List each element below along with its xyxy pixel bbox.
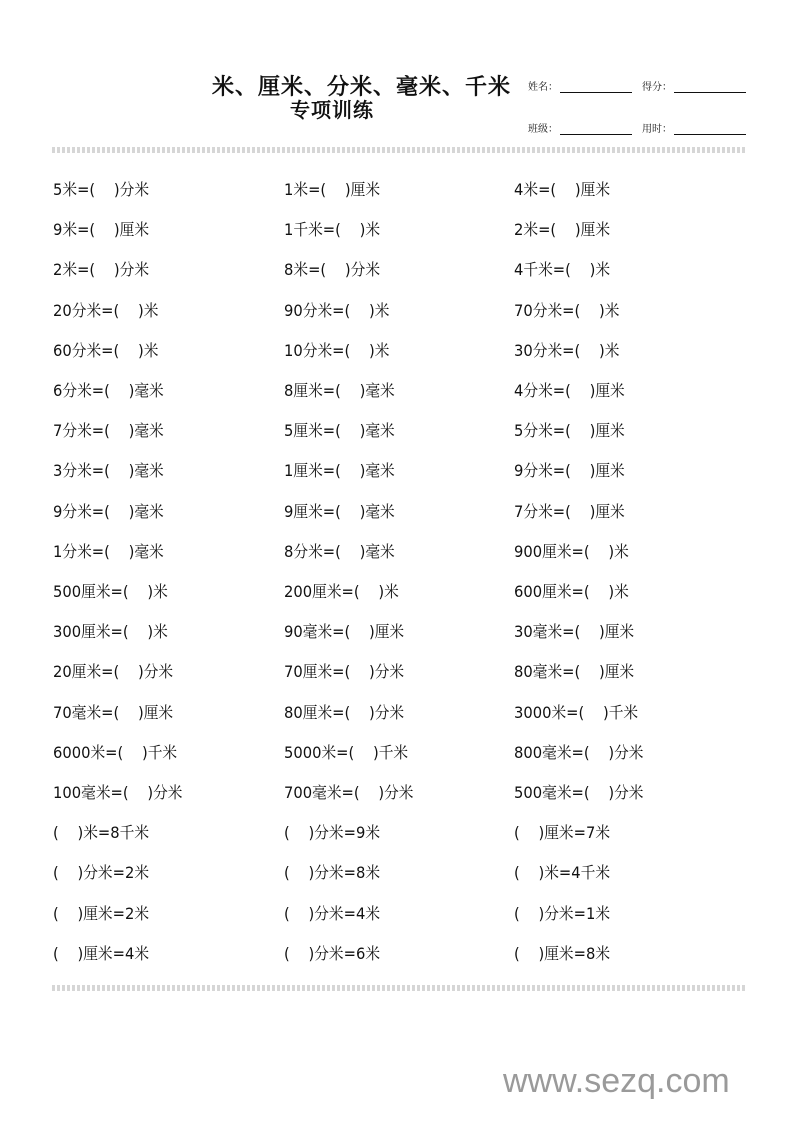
problem-item[interactable]: 1米=( )厘米 [284, 180, 381, 199]
problem-item[interactable]: 8米=( )分米 [284, 260, 381, 280]
problem-item[interactable]: 9厘米=( )毫米 [284, 501, 395, 521]
problem-item[interactable]: 600厘米=( )米 [514, 582, 629, 601]
problem-item[interactable]: 5000米=( )千米 [284, 742, 409, 762]
problem-item[interactable]: 90分米=( )米 [284, 300, 390, 320]
problem-item[interactable]: 9分米=( )毫米 [53, 501, 164, 521]
problem-item[interactable]: 9分米=( )厘米 [514, 461, 625, 481]
problem-item[interactable]: 1厘米=( )毫米 [284, 461, 395, 481]
problem-item[interactable]: 10分米=( )米 [284, 340, 390, 360]
problem-item[interactable]: 6分米=( )毫米 [53, 381, 164, 400]
problem-item[interactable]: 70厘米=( )分米 [284, 662, 405, 682]
problem-item[interactable]: 9米=( )厘米 [53, 220, 150, 240]
problem-item[interactable]: 60分米=( )米 [53, 340, 159, 360]
time-blank[interactable] [674, 133, 746, 135]
page-subtitle: 专项训练 [290, 98, 374, 122]
time-label: 用时： [642, 124, 672, 135]
decorative-border-bottom [52, 985, 746, 991]
problem-item[interactable]: ( )分米=2米 [53, 863, 150, 883]
time-field[interactable] [642, 120, 746, 135]
problem-item[interactable]: ( )厘米=2米 [53, 903, 150, 923]
problem-item[interactable]: 80毫米=( )厘米 [514, 662, 635, 682]
problem-item[interactable]: 1分米=( )毫米 [53, 541, 164, 561]
problem-item[interactable]: ( )厘米=7米 [514, 823, 611, 843]
class-blank[interactable] [560, 133, 632, 135]
problem-item[interactable]: 2米=( )分米 [53, 260, 150, 280]
watermark: www.sezq.com [503, 1062, 730, 1100]
class-field[interactable] [528, 120, 632, 135]
problem-item[interactable]: 5米=( )分米 [53, 180, 150, 199]
problem-item[interactable]: 90毫米=( )厘米 [284, 622, 405, 642]
name-label: 姓名： [528, 82, 558, 93]
problem-item[interactable]: ( )分米=4米 [284, 903, 381, 923]
problem-item[interactable]: ( )米=8千米 [53, 823, 150, 843]
class-label: 班级： [528, 124, 558, 135]
problem-item[interactable]: 70分米=( )米 [514, 300, 620, 320]
name-field[interactable] [528, 78, 632, 93]
problem-item[interactable]: 80厘米=( )分米 [284, 702, 405, 722]
problem-item[interactable]: 8分米=( )毫米 [284, 541, 395, 561]
problem-item[interactable]: 30分米=( )米 [514, 340, 620, 360]
problem-item[interactable]: ( )分米=9米 [284, 823, 381, 843]
problem-item[interactable]: 500厘米=( )米 [53, 582, 168, 601]
problem-item[interactable]: ( )分米=6米 [284, 943, 381, 963]
name-blank[interactable] [560, 91, 632, 93]
problem-item[interactable]: 8厘米=( )毫米 [284, 381, 395, 400]
problem-item[interactable]: 4分米=( )厘米 [514, 381, 625, 400]
problem-item[interactable]: 3000米=( )千米 [514, 702, 639, 722]
problem-item[interactable]: 700毫米=( )分米 [284, 783, 414, 802]
problem-item[interactable]: 300厘米=( )米 [53, 622, 168, 642]
problem-item[interactable]: ( )米=4千米 [514, 863, 611, 883]
problem-item[interactable]: 4千米=( )米 [514, 260, 611, 280]
problem-item[interactable]: 500毫米=( )分米 [514, 783, 644, 802]
score-blank[interactable] [674, 91, 746, 93]
score-field[interactable] [642, 78, 746, 93]
problem-item[interactable]: 7分米=( )毫米 [53, 421, 164, 441]
problem-item[interactable]: 70毫米=( )厘米 [53, 702, 174, 722]
score-label: 得分： [642, 82, 672, 93]
problem-item[interactable]: 900厘米=( )米 [514, 541, 629, 561]
problem-item[interactable]: 30毫米=( )厘米 [514, 622, 635, 642]
problem-item[interactable]: 200厘米=( )米 [284, 582, 399, 601]
problem-item[interactable]: 1千米=( )米 [284, 220, 381, 240]
problem-item[interactable]: 3分米=( )毫米 [53, 461, 164, 481]
problem-item[interactable]: 100毫米=( )分米 [53, 783, 183, 802]
problem-item[interactable]: 6000米=( )千米 [53, 742, 178, 762]
problem-item[interactable]: 2米=( )厘米 [514, 220, 611, 240]
problem-item[interactable]: 800毫米=( )分米 [514, 742, 644, 762]
page-title: 米、厘米、分米、毫米、千米 [212, 75, 512, 100]
problem-item[interactable]: ( )厘米=4米 [53, 943, 150, 963]
problem-item[interactable]: ( )分米=8米 [284, 863, 381, 883]
problem-item[interactable]: 7分米=( )厘米 [514, 501, 625, 521]
problem-item[interactable]: ( )分米=1米 [514, 903, 611, 923]
decorative-border-top [52, 147, 746, 153]
problem-item[interactable]: 5分米=( )厘米 [514, 421, 625, 441]
problem-item[interactable]: 20分米=( )米 [53, 300, 159, 320]
problem-item[interactable]: 20厘米=( )分米 [53, 662, 174, 682]
problem-item[interactable]: 4米=( )厘米 [514, 180, 611, 199]
problem-item[interactable]: 5厘米=( )毫米 [284, 421, 395, 441]
problem-item[interactable]: ( )厘米=8米 [514, 943, 611, 963]
